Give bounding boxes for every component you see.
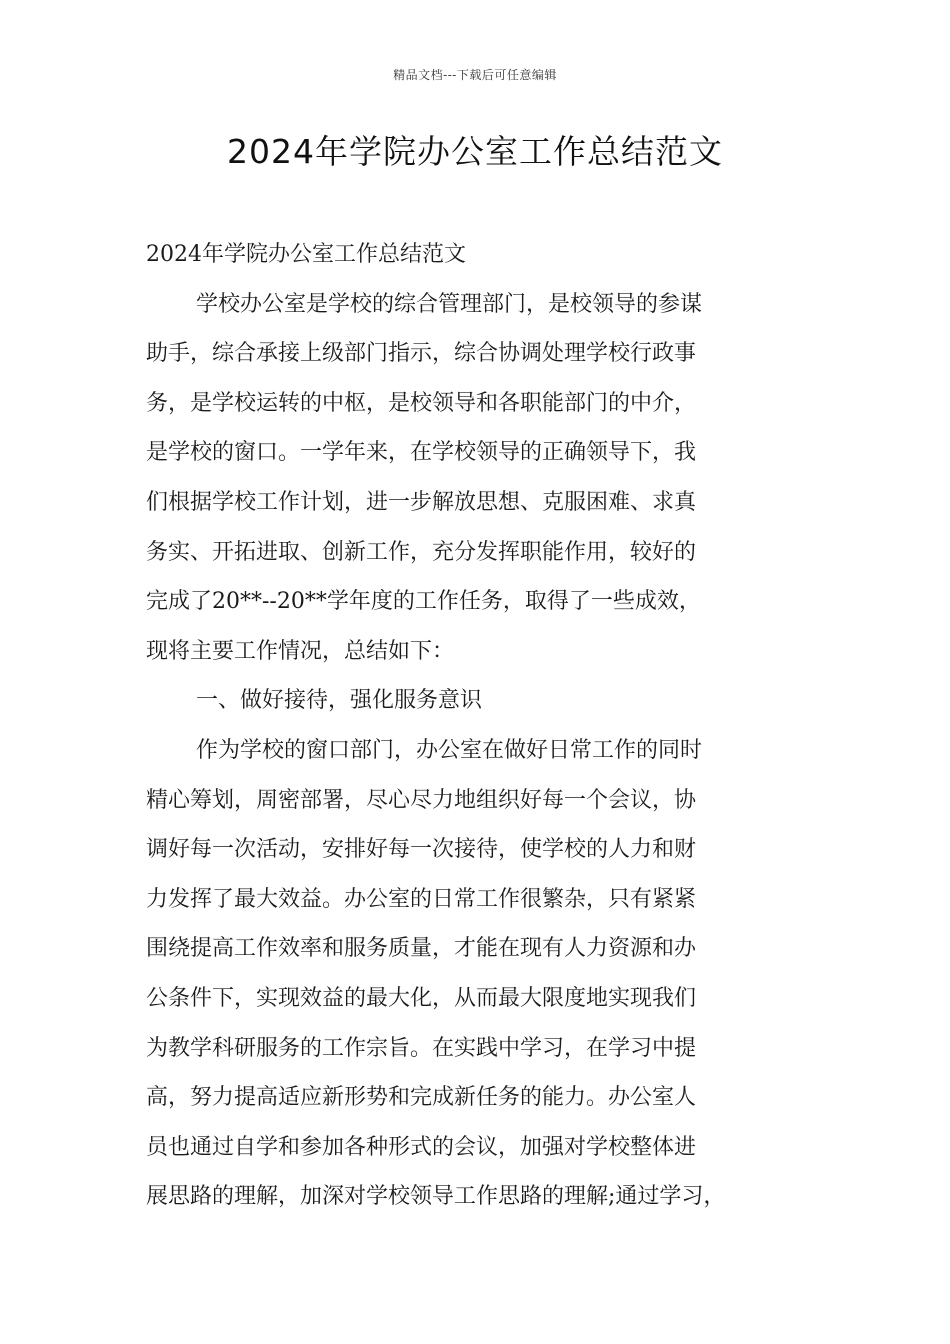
body-line: 学校办公室是学校的综合管理部门，是校领导的参谋 <box>196 291 703 317</box>
body-line: 2024年学院办公室工作总结范文 <box>146 242 466 267</box>
body-line: 务，是学校运转的中枢，是校领导和各职能部门的中介， <box>146 390 697 416</box>
body-line: 精心筹划，周密部署，尽心尽力地组织好每一个会议，协 <box>146 787 697 813</box>
document-body <box>146 230 816 1222</box>
body-line: 展思路的理解，加深对学校领导工作思路的理解;通过学习， <box>146 1184 726 1210</box>
body-line: 务实、开拓进取、创新工作，充分发挥职能作用，较好的 <box>146 539 697 565</box>
body-line: 调好每一次活动，安排好每一次接待，使学校的人力和财 <box>146 837 697 863</box>
body-line: 公条件下，实现效益的最大化，从而最大限度地实现我们 <box>146 985 697 1011</box>
body-line: 是学校的窗口。一学年来，在学校领导的正确领导下，我 <box>146 440 697 466</box>
body-line: 完成了20**--20**学年度的工作任务，取得了一些成效， <box>146 589 701 615</box>
body-line: 们根据学校工作计划，进一步解放思想、克服困难、求真 <box>146 489 697 515</box>
body-line: 助手，综合承接上级部门指示，综合协调处理学校行政事 <box>146 341 697 367</box>
body-line: 一、做好接待，强化服务意识 <box>196 688 483 714</box>
body-line: 力发挥了最大效益。办公室的日常工作很繁杂，只有紧紧 <box>146 886 697 912</box>
body-line: 现将主要工作情况，总结如下： <box>146 638 455 664</box>
body-line: 高，努力提高适应新形势和完成新任务的能力。办公室人 <box>146 1085 697 1111</box>
body-line: 作为学校的窗口部门，办公室在做好日常工作的同时 <box>196 737 703 763</box>
header-note: 精品文档---下载后可任意编辑 <box>393 68 557 82</box>
body-line: 员也通过自学和参加各种形式的会议，加强对学校整体进 <box>146 1134 697 1160</box>
body-line: 围绕提高工作效率和服务质量，才能在现有人力资源和办 <box>146 936 697 962</box>
document-title: 2024年学院办公室工作总结范文 <box>227 132 723 171</box>
body-line: 为教学科研服务的工作宗旨。在实践中学习，在学习中提 <box>146 1035 697 1061</box>
